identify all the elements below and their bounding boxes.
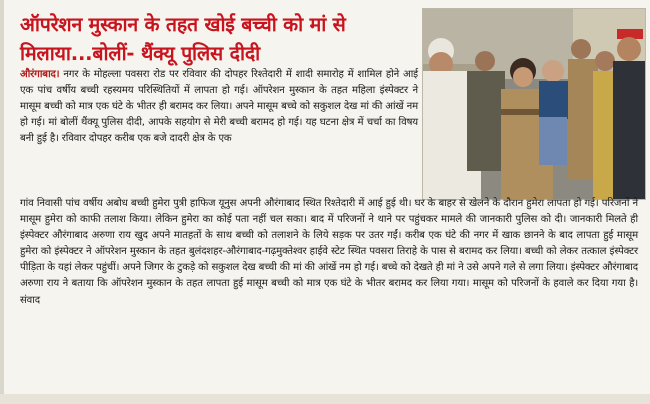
article-paragraph-bottom: गांव निवासी पांच वर्षीय अबोध बच्ची हुमेरा पुत्री हाफिज यूनुस अपनी औरंगाबाद स्थित रिश्तेदारी में आई हुई थी। घर के बाहर से खेलने के दौरान हुमेरा लापता हो गई। परिजनों ने मासूम हुमेरा को काफी तलाश किया। लेकिन हुमेरा का कोई पता नहीं चल सका। बाद में परिजनों ने थाने पर पहुंचकर मामले की जानकारी पुलिस को दी। जानकारी मिलते ही इंस्पेक्टर औरंगाबाद अरुणा राय खुद अपने मातहतों के साथ बच्ची को तलाशने के लिये सड़क पर उतर गईं। करीब एक घंटे की नगर में खाक छानने के बाद लापता हुई मासूम हुमेरा को इंस्पेक्टर ने ऑपरेशन मुस्कान के तहत बुलंदशहर-औरंगाबाद-गढ़मुक्तेश्वर हाईवे स्टेट स्थित पवसरा तिराहे के पास से बरामद कर लिया। बच्ची को लेकर तत्काल इंस्पेक्टर पीड़िता के यहां लेकर पहुंचीं। अपने जिगर के टुकड़े को सकुशल देख बच्ची की मां की आंखें नम हो गई। बच्चे को देखते ही मां ने उसे अपने गले से लगा लिया। इंस्पेक्टर औरंगाबाद अरुणा राय ने बताया कि ऑपरेशन मुस्कान के तहत लापता हुई मासूम बच्ची को मात्र एक घंटे के भीतर बरामद कर लिया गया। मासूम को परिजनों के हवाले कर दिया गया है। संवाद bbox=[20, 198, 638, 306]
dateline: औरंगाबाद। bbox=[20, 69, 60, 80]
police-with-child-photo bbox=[423, 9, 645, 199]
article-intro-column bbox=[20, 67, 418, 147]
article-photo bbox=[422, 8, 646, 200]
article-paragraph-top: नगर के मोहल्ला पवसरा रोड पर रविवार की दोपहर रिश्तेदारी में शादी समारोह में शामिल होने आई एक पांच वर्षीय बच्ची रहस्यमय परिस्थितियों में लापता हो गई। ऑपरेशन मुस्कान के तहत महिला इंस्पेक्टर ने मासूम बच्ची को मात्र एक घंटे के भीतर ही बरामद कर लिया। अपने मासूम बच्चे को सकुशल देख मां की आंखें नम हो गई। मां बोलीं थैंक्यू पुलिस दीदी, आपके सहयोग से मेरी बच्ची बरामद हो गई। यह घटना क्षेत्र में चर्चा का विषय बनी हुई है। रविवार दोपहर करीब एक बजे दादरी क्षेत्र के एक bbox=[20, 69, 418, 145]
page-bottom-edge bbox=[0, 394, 650, 404]
article-headline: ऑपरेशन मुस्कान के तहत खोई बच्ची को मां से मिलाया...बोलीं- थैंक्यू पुलिस दीदी bbox=[20, 13, 346, 65]
